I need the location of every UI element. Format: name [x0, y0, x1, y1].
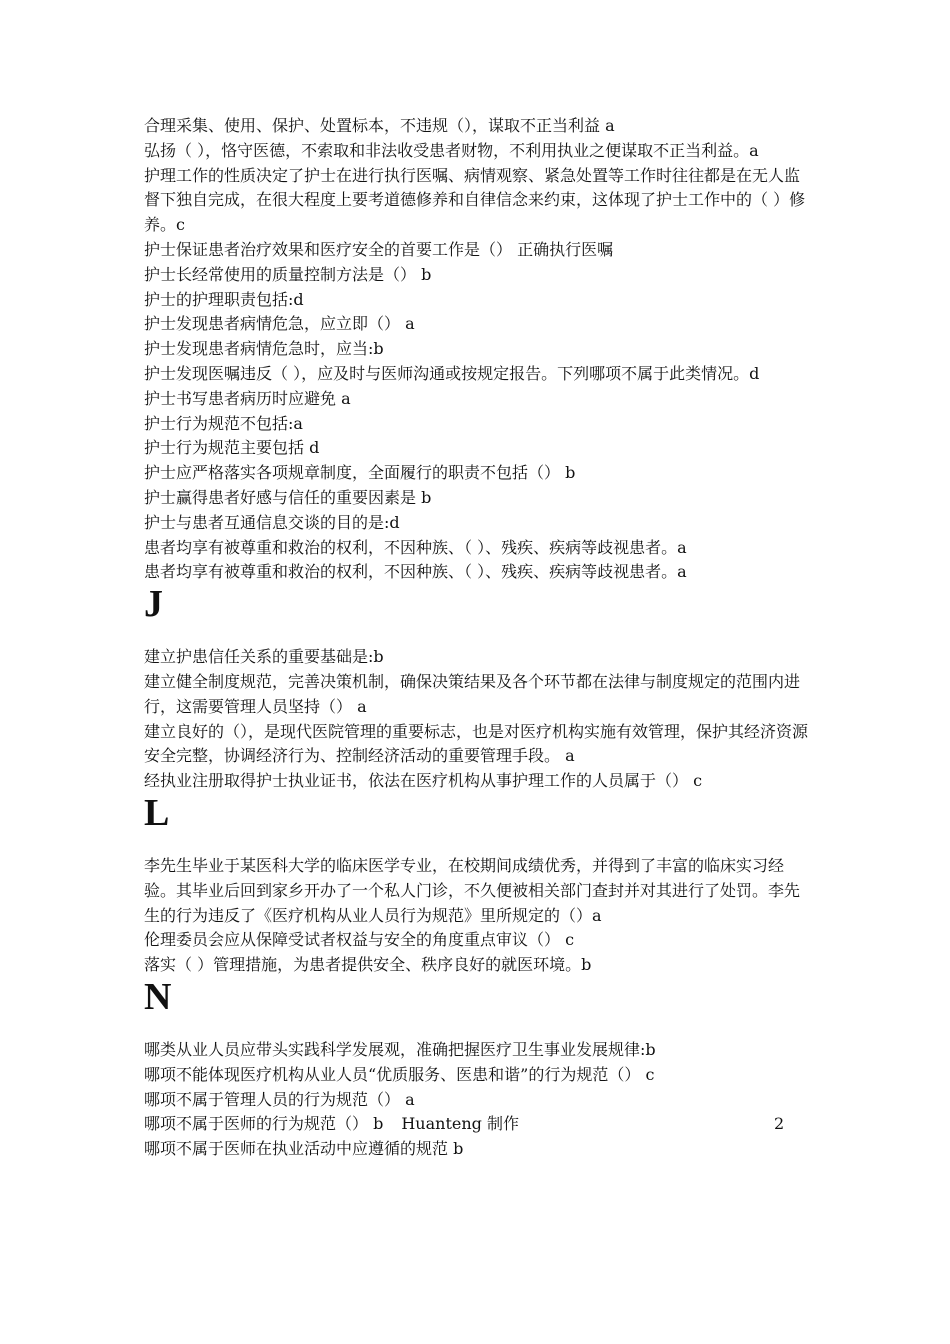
section-heading-j: J	[144, 583, 163, 626]
question-line: 护士书写患者病历时应避免 a	[144, 388, 351, 408]
question-line: 哪项不属于管理人员的行为规范（） a	[144, 1089, 415, 1109]
question-line: 弘扬（ ），恪守医德，不索取和非法收受患者财物，不利用执业之便谋取不正当利益。a	[144, 140, 759, 160]
question-line: 患者均享有被尊重和救治的权利，不因种族、（ ）、残疾、疾病等歧视患者。a	[144, 537, 687, 557]
question-line: 护士行为规范不包括:a	[144, 413, 303, 433]
section-a-lines	[144, 114, 809, 585]
question-line: 哪项不能体现医疗机构从业人员“优质服务、医患和谐”的行为规范（） c	[144, 1064, 655, 1084]
question-line: 伦理委员会应从保障受试者权益与安全的角度重点审议（） c	[144, 930, 575, 950]
question-line: 护士行为规范主要包括 d	[144, 438, 320, 458]
section-n-lines	[144, 1038, 809, 1112]
question-line: 李先生毕业于某医科大学的临床医学专业，在校期间成绩优秀，并得到了丰富的临床实习经验。其毕业后回到家乡开办了一个私人门诊，不久便被相关部门查封并对其进行了处罚。李先生的行为违反了《医疗机构从业人员行为规范》里所规定的（）a	[144, 855, 801, 925]
question-line: 护士发现患者病情危急，应立即（） a	[144, 314, 415, 334]
question-line: 患者均享有被尊重和救治的权利，不因种族、（ ）、残疾、疾病等歧视患者。a	[144, 562, 687, 582]
question-line: 建立护患信任关系的重要基础是:b	[144, 647, 384, 667]
footer-row	[144, 1112, 809, 1137]
section-j-lines	[144, 645, 809, 794]
question-line: 护士赢得患者好感与信任的重要因素是 b	[144, 487, 432, 507]
question-line: 哪类从业人员应带头实践科学发展观，准确把握医疗卫生事业发展规律:b	[144, 1039, 656, 1059]
question-line: 哪项不属于医师在执业活动中应遵循的规范 b	[144, 1139, 464, 1159]
question-line: 护士发现医嘱违反（ ），应及时与医师沟通或按规定报告。下列哪项不属于此类情况。d	[144, 363, 760, 383]
section-heading-l: L	[144, 791, 170, 834]
page-content	[144, 114, 809, 1162]
question-line: 护士与患者互通信息交谈的目的是:d	[144, 512, 400, 532]
footer-maker-label: Huanteng 制作	[401, 1114, 519, 1134]
question-line: 护士保证患者治疗效果和医疗安全的首要工作是（） 正确执行医嘱	[144, 239, 614, 259]
question-line: 建立良好的（），是现代医院管理的重要标志，也是对医疗机构实施有效管理，保护其经济资源安全完整，协调经济行为、控制经济活动的重要管理手段。 a	[144, 721, 809, 766]
page-number: 2	[774, 1114, 785, 1134]
section-heading-n: N	[144, 975, 172, 1018]
question-line: 护士的护理职责包括:d	[144, 289, 304, 309]
question-line: 护士应严格落实各项规章制度，全面履行的职责不包括（） b	[144, 463, 576, 483]
question-line: 哪项不属于医师的行为规范（） b	[144, 1114, 384, 1134]
question-line: 护士长经常使用的质量控制方法是（） b	[144, 264, 432, 284]
section-l-lines	[144, 854, 809, 978]
question-line: 落实（ ）管理措施，为患者提供安全、秩序良好的就医环境。b	[144, 955, 592, 975]
question-line: 护理工作的性质决定了护士在进行执行医嘱、病情观察、紧急处置等工作时往往都是在无人监督下独自完成，在很大程度上要考道德修养和自律信念来约束，这体现了护士工作中的（ ）修养。c	[144, 165, 806, 235]
question-line: 合理采集、使用、保护、处置标本，不违规（），谋取不正当利益 a	[144, 116, 615, 135]
question-line: 护士发现患者病情危急时，应当:b	[144, 339, 384, 359]
question-line: 经执业注册取得护士执业证书，依法在医疗机构从事护理工作的人员属于（） c	[144, 771, 703, 791]
question-line: 建立健全制度规范，完善决策机制，确保决策结果及各个环节都在法律与制度规定的范围内进行，这需要管理人员坚持（） a	[144, 671, 801, 716]
